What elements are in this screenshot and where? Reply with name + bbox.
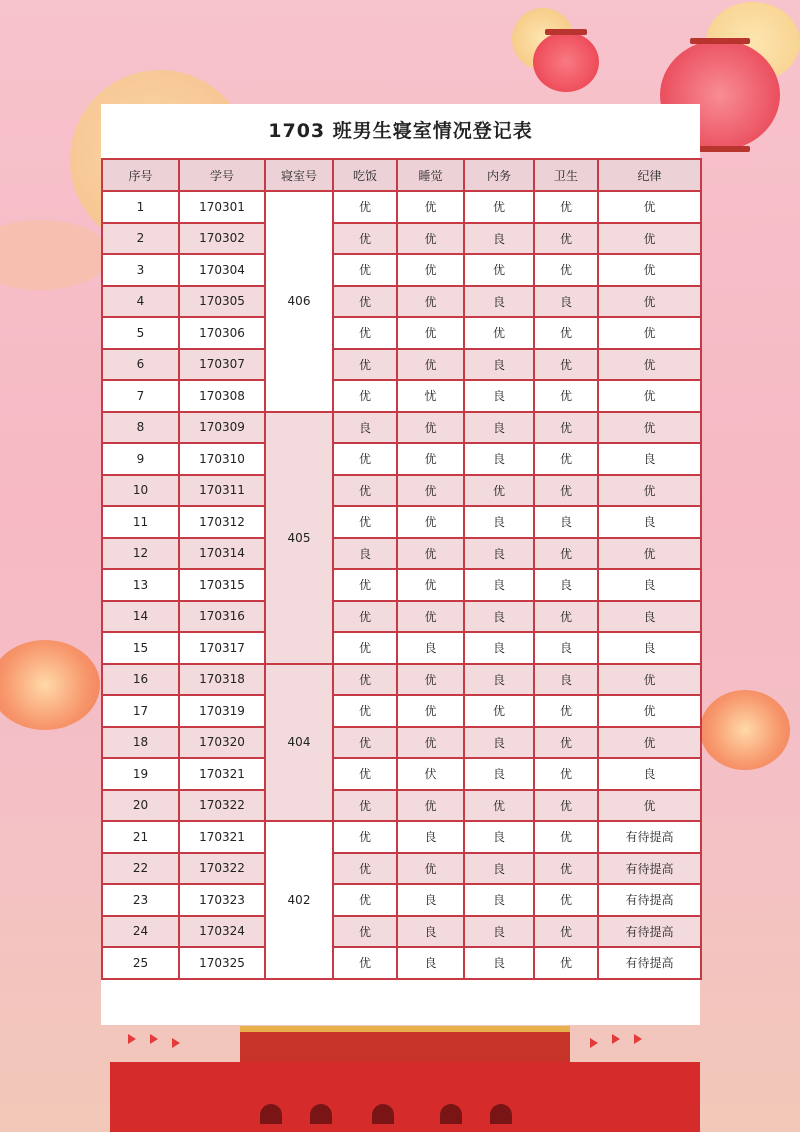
housekeeping-grade: 良 [464,664,534,696]
row-no: 3 [102,254,179,286]
hygiene-grade: 优 [534,916,598,948]
eating-grade: 良 [333,412,397,444]
sleeping-grade: 优 [397,349,464,381]
sleeping-grade: 优 [397,443,464,475]
discipline-grade: 优 [598,695,701,727]
discipline-grade: 有待提高 [598,821,701,853]
housekeeping-grade: 良 [464,538,534,570]
lantern-icon [533,32,599,92]
housekeeping-grade: 良 [464,758,534,790]
housekeeping-grade: 优 [464,475,534,507]
eating-grade: 优 [333,254,397,286]
table-row [102,412,701,444]
hygiene-grade: 良 [534,286,598,318]
row-no: 24 [102,916,179,948]
student-id: 170319 [179,695,265,727]
discipline-grade: 优 [598,790,701,822]
student-id: 170325 [179,947,265,979]
student-id: 170320 [179,727,265,759]
eating-grade: 优 [333,506,397,538]
sleeping-grade: 优 [397,191,464,223]
housekeeping-grade: 良 [464,884,534,916]
table-row [102,317,701,349]
student-id: 170301 [179,191,265,223]
flag-icon [612,1034,620,1044]
eating-grade: 优 [333,947,397,979]
discipline-grade: 优 [598,475,701,507]
row-no: 9 [102,443,179,475]
eating-grade: 优 [333,286,397,318]
discipline-grade: 良 [598,506,701,538]
sleeping-grade: 优 [397,254,464,286]
header-no: 序号 [102,159,179,191]
student-id: 170322 [179,853,265,885]
header-eating: 吃饭 [333,159,397,191]
table-row [102,601,701,633]
room-number: 402 [265,821,333,979]
table-row [102,443,701,475]
table-row [102,506,701,538]
hygiene-grade: 优 [534,821,598,853]
eating-grade: 优 [333,916,397,948]
eating-grade: 优 [333,727,397,759]
sleeping-grade: 优 [397,695,464,727]
flag-icon [590,1038,598,1048]
row-no: 4 [102,286,179,318]
row-no: 6 [102,349,179,381]
hygiene-grade: 优 [534,475,598,507]
sleeping-grade: 优 [397,853,464,885]
row-no: 17 [102,695,179,727]
sleeping-grade: 良 [397,884,464,916]
flag-icon [172,1038,180,1048]
sleeping-grade: 优 [397,569,464,601]
hygiene-grade: 优 [534,538,598,570]
gate-wall [110,1062,700,1132]
flag-icon [128,1034,136,1044]
sleeping-grade: 良 [397,821,464,853]
student-id: 170311 [179,475,265,507]
discipline-grade: 有待提高 [598,916,701,948]
student-id: 170307 [179,349,265,381]
student-id: 170310 [179,443,265,475]
student-id: 170317 [179,632,265,664]
hygiene-grade: 优 [534,254,598,286]
student-id: 170321 [179,821,265,853]
discipline-grade: 优 [598,380,701,412]
hygiene-grade: 优 [534,790,598,822]
housekeeping-grade: 优 [464,695,534,727]
table-row [102,191,701,223]
sleeping-grade: 优 [397,506,464,538]
eating-grade: 优 [333,191,397,223]
student-id: 170312 [179,506,265,538]
row-no: 23 [102,884,179,916]
hygiene-grade: 优 [534,695,598,727]
housekeeping-grade: 良 [464,412,534,444]
student-id: 170314 [179,538,265,570]
discipline-grade: 良 [598,758,701,790]
eating-grade: 优 [333,601,397,633]
sleeping-grade: 良 [397,947,464,979]
hygiene-grade: 优 [534,884,598,916]
student-id: 170306 [179,317,265,349]
hygiene-grade: 良 [534,664,598,696]
table-row [102,569,701,601]
row-no: 1 [102,191,179,223]
table-row [102,790,701,822]
eating-grade: 优 [333,632,397,664]
housekeeping-grade: 良 [464,506,534,538]
discipline-grade: 优 [598,727,701,759]
flag-icon [150,1034,158,1044]
flag-icon [634,1034,642,1044]
eating-grade: 优 [333,790,397,822]
eating-grade: 优 [333,758,397,790]
row-no: 19 [102,758,179,790]
table-row [102,821,701,853]
table-row [102,632,701,664]
table-row [102,884,701,916]
hygiene-grade: 优 [534,349,598,381]
housekeeping-grade: 良 [464,916,534,948]
student-id: 170308 [179,380,265,412]
sleeping-grade: 优 [397,727,464,759]
table-row [102,947,701,979]
housekeeping-grade: 良 [464,853,534,885]
eating-grade: 良 [333,538,397,570]
housekeeping-grade: 良 [464,286,534,318]
hygiene-grade: 优 [534,443,598,475]
housekeeping-grade: 良 [464,947,534,979]
table-row [102,664,701,696]
hygiene-grade: 优 [534,853,598,885]
sleeping-grade: 优 [397,317,464,349]
student-id: 170324 [179,916,265,948]
header-discipline: 纪律 [598,159,701,191]
row-no: 2 [102,223,179,255]
table-row [102,254,701,286]
room-number: 404 [265,664,333,822]
row-no: 16 [102,664,179,696]
discipline-grade: 优 [598,286,701,318]
student-id: 170302 [179,223,265,255]
discipline-grade: 优 [598,223,701,255]
lantern-cap [690,38,750,44]
gate-door [310,1104,332,1124]
sleeping-grade: 优 [397,790,464,822]
table-row [102,916,701,948]
student-id: 170323 [179,884,265,916]
row-no: 15 [102,632,179,664]
row-no: 10 [102,475,179,507]
discipline-grade: 良 [598,569,701,601]
housekeeping-grade: 良 [464,632,534,664]
sleeping-grade: 优 [397,475,464,507]
gate-door [260,1104,282,1124]
discipline-grade: 优 [598,191,701,223]
auspicious-cloud-right [700,690,790,770]
housekeeping-grade: 良 [464,380,534,412]
row-no: 21 [102,821,179,853]
eating-grade: 优 [333,664,397,696]
row-no: 13 [102,569,179,601]
housekeeping-grade: 优 [464,191,534,223]
row-no: 12 [102,538,179,570]
housekeeping-grade: 优 [464,317,534,349]
eating-grade: 优 [333,317,397,349]
student-id: 170318 [179,664,265,696]
hygiene-grade: 优 [534,758,598,790]
discipline-grade: 良 [598,443,701,475]
hygiene-grade: 优 [534,947,598,979]
discipline-grade: 良 [598,601,701,633]
row-no: 18 [102,727,179,759]
eating-grade: 优 [333,569,397,601]
row-no: 20 [102,790,179,822]
student-id: 170304 [179,254,265,286]
discipline-grade: 有待提高 [598,947,701,979]
housekeeping-grade: 良 [464,223,534,255]
table-row [102,223,701,255]
discipline-grade: 优 [598,412,701,444]
row-no: 25 [102,947,179,979]
student-id: 170322 [179,790,265,822]
table-row [102,853,701,885]
student-id: 170315 [179,569,265,601]
page-title: 1703 班男生寝室情况登记表 [268,120,533,142]
gate-door [372,1104,394,1124]
registration-sheet [101,104,700,1025]
discipline-grade: 优 [598,664,701,696]
sleeping-grade: 良 [397,916,464,948]
hygiene-grade: 优 [534,727,598,759]
discipline-grade: 有待提高 [598,884,701,916]
row-no: 11 [102,506,179,538]
eating-grade: 优 [333,380,397,412]
row-no: 22 [102,853,179,885]
table-row [102,475,701,507]
housekeeping-grade: 良 [464,601,534,633]
room-number: 405 [265,412,333,664]
table-header-row [102,159,701,191]
header-housekeeping: 内务 [464,159,534,191]
housekeeping-grade: 良 [464,443,534,475]
sleeping-grade: 忧 [397,380,464,412]
hygiene-grade: 优 [534,223,598,255]
sleeping-grade: 良 [397,632,464,664]
hygiene-grade: 良 [534,569,598,601]
discipline-grade: 优 [598,317,701,349]
sleeping-grade: 优 [397,601,464,633]
hygiene-grade: 良 [534,632,598,664]
eating-grade: 优 [333,443,397,475]
discipline-grade: 优 [598,349,701,381]
eating-grade: 优 [333,853,397,885]
table-row [102,349,701,381]
room-number: 406 [265,191,333,412]
discipline-grade: 有待提高 [598,853,701,885]
discipline-grade: 良 [598,632,701,664]
hygiene-grade: 优 [534,601,598,633]
sleeping-grade: 优 [397,538,464,570]
hygiene-grade: 优 [534,380,598,412]
hygiene-grade: 优 [534,317,598,349]
discipline-grade: 优 [598,538,701,570]
housekeeping-grade: 良 [464,569,534,601]
eating-grade: 优 [333,223,397,255]
table-row [102,538,701,570]
gate-door [440,1104,462,1124]
eating-grade: 优 [333,884,397,916]
row-no: 7 [102,380,179,412]
sleeping-grade: 优 [397,664,464,696]
header-sleeping: 睡觉 [397,159,464,191]
student-id: 170316 [179,601,265,633]
eating-grade: 优 [333,695,397,727]
eating-grade: 优 [333,475,397,507]
hygiene-grade: 优 [534,412,598,444]
sleeping-grade: 优 [397,286,464,318]
student-id: 170321 [179,758,265,790]
sleeping-grade: 优 [397,223,464,255]
housekeeping-grade: 良 [464,349,534,381]
eating-grade: 优 [333,821,397,853]
header-student-id: 学号 [179,159,265,191]
table-row [102,286,701,318]
housekeeping-grade: 良 [464,727,534,759]
header-hygiene: 卫生 [534,159,598,191]
housekeeping-grade: 优 [464,254,534,286]
hygiene-grade: 良 [534,506,598,538]
sleeping-grade: 伏 [397,758,464,790]
housekeeping-grade: 优 [464,790,534,822]
table-row [102,695,701,727]
sleeping-grade: 优 [397,412,464,444]
dorm-table [101,158,702,980]
student-id: 170305 [179,286,265,318]
hygiene-grade: 优 [534,191,598,223]
header-room: 寝室号 [265,159,333,191]
housekeeping-grade: 良 [464,821,534,853]
row-no: 14 [102,601,179,633]
lantern-cap [545,29,587,35]
gate-door [490,1104,512,1124]
discipline-grade: 优 [598,254,701,286]
row-no: 5 [102,317,179,349]
student-id: 170309 [179,412,265,444]
table-row [102,758,701,790]
table-row [102,380,701,412]
eating-grade: 优 [333,349,397,381]
table-row [102,727,701,759]
row-no: 8 [102,412,179,444]
